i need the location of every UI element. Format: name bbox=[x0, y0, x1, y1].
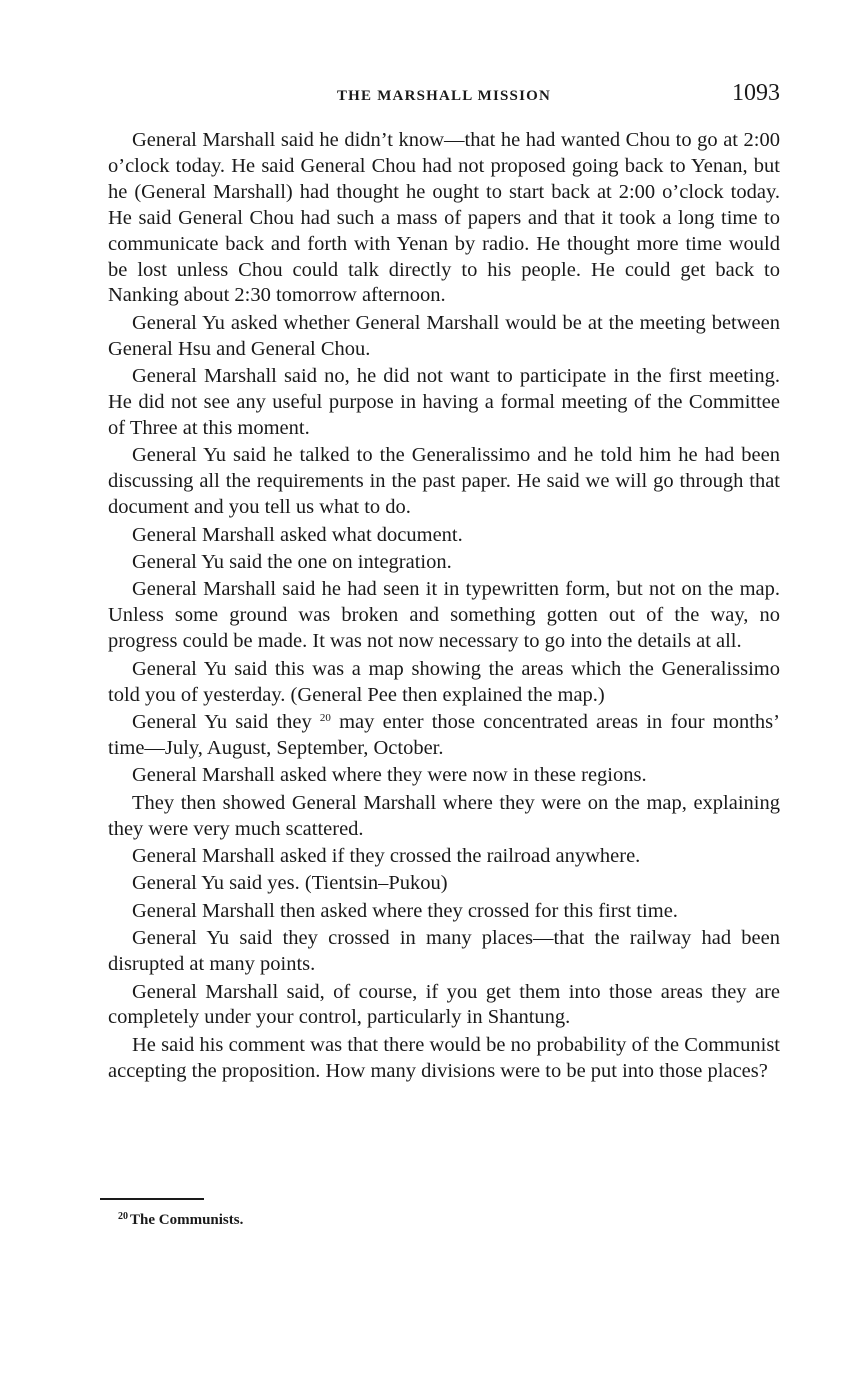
footnote-divider bbox=[100, 1198, 204, 1200]
running-head: THE MARSHALL MISSION bbox=[336, 88, 552, 104]
footnote-text: The Communists. bbox=[130, 1212, 244, 1228]
paragraph: General Marshall said he didn’t know—that he had wanted Chou to go at 2:00 o’clock today. He said General Chou had not proposed going back to Yenan, but he (General Marshall) had thought he ought to start back at 2:00 o’clock today. He said General Chou had such a mass of papers and that it took a long time to communicate back and forth with Yenan by radio. He thought more time would be lost unless Chou could talk directly to his people. He could get back to Nanking about 2:30 tomorrow afternoon. bbox=[108, 129, 780, 307]
paragraph-text-before: General Yu said they bbox=[132, 710, 320, 733]
paragraph: General Marshall said no, he did not want to participate in the first meeting. He did not see any useful purpose in having a formal meeting of the Committee of Three at this moment. bbox=[108, 365, 780, 439]
paragraph: General Yu asked whether General Marshall would be at the meeting between General Hsu and General Chou. bbox=[108, 311, 780, 360]
paragraph: General Marshall asked if they crossed the railroad anywhere. bbox=[132, 844, 641, 867]
page-number: 1093 bbox=[732, 80, 780, 106]
paragraph: General Yu said yes. (Tientsin–Pukou) bbox=[132, 872, 448, 895]
body-text bbox=[108, 128, 780, 1086]
footnote-reference: 20 bbox=[319, 711, 331, 724]
paragraph: General Marshall asked what document. bbox=[132, 523, 463, 546]
paragraph: General Yu said this was a map showing the areas which the Generalissimo told you of yesterday. (General Pee then explained the map.) bbox=[108, 657, 780, 706]
paragraph: General Marshall said, of course, if you get them into those areas they are completely under your control, particularly in Shantung. bbox=[108, 980, 780, 1029]
page-header bbox=[108, 80, 780, 112]
paragraph: General Yu said they crossed in many places—that the railway had been disrupted at many points. bbox=[108, 927, 780, 976]
paragraph: He said his comment was that there would be no probability of the Communist accepting the proposition. How many divisions were to be put into those places? bbox=[108, 1033, 780, 1082]
paragraph-text-after: may enter those concentrated areas in four months’ time—July, August, September, October. bbox=[108, 710, 780, 759]
footnote-marker: 20 bbox=[118, 1211, 128, 1222]
paragraph-with-footnote bbox=[108, 710, 780, 762]
paragraph: General Marshall said he had seen it in typewritten form, but not on the map. Unless some ground was broken and something gotten out of the way, no progress could be made. It was not now necessary to go into the details at all. bbox=[108, 578, 780, 653]
paragraph: They then showed General Marshall where they were on the map, explaining they were very much scattered. bbox=[108, 791, 780, 840]
footnote bbox=[118, 1212, 243, 1229]
paragraph: General Marshall then asked where they crossed for this first time. bbox=[132, 899, 678, 922]
paragraph: General Yu said he talked to the Generalissimo and he told him he had been discussing all the requirements in the past paper. He said we will go through that document and you tell us what to do. bbox=[108, 444, 780, 519]
paragraph: General Marshall asked where they were now in these regions. bbox=[132, 764, 647, 787]
paragraph: General Yu said the one on integration. bbox=[132, 551, 452, 573]
